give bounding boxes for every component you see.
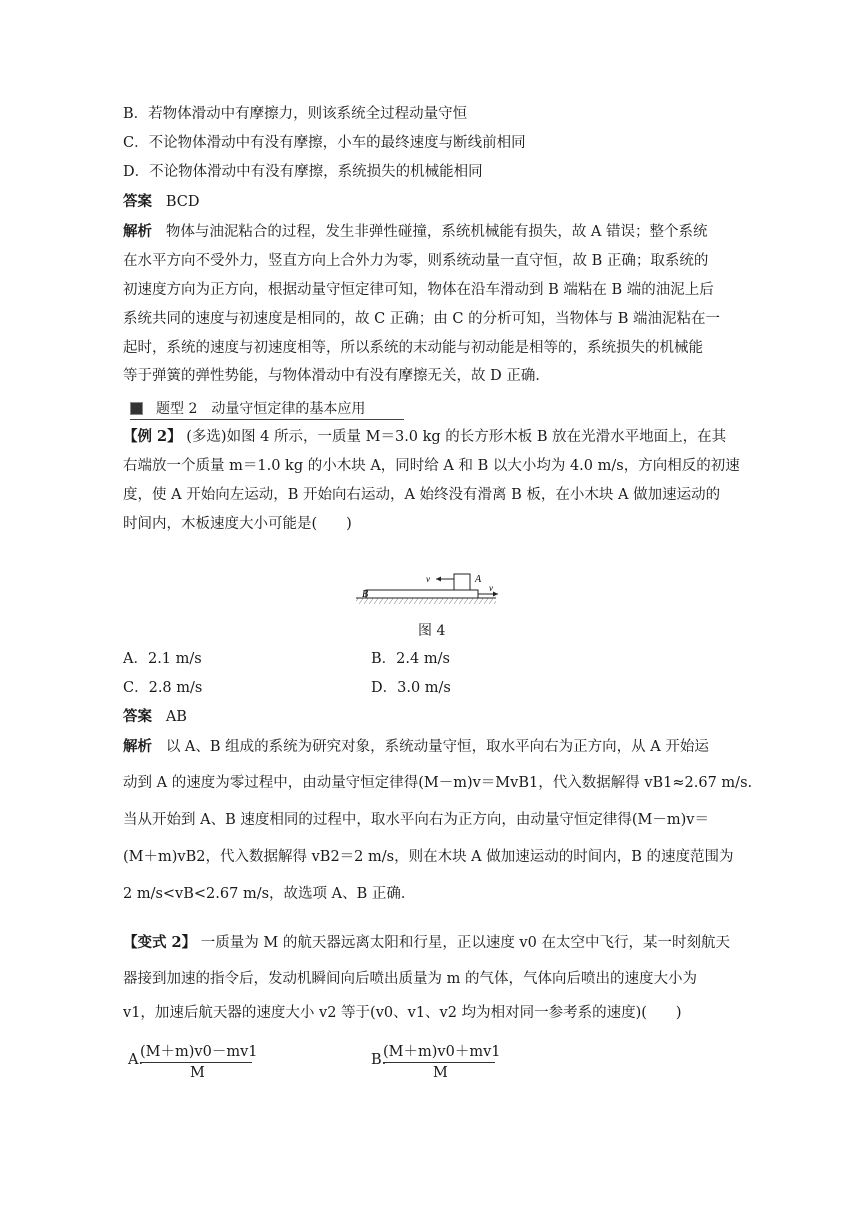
variant-2-line-1 [123,933,730,953]
fraction-b-denominator: M [433,1065,448,1081]
analysis-label: 解析 [123,738,152,755]
label-v-left: v [426,574,430,584]
fraction-b-label: B. [371,1052,387,1068]
example-text: (多选)如图 4 所示，一质量 M＝3.0 kg 的长方形木板 B 放在光滑水平地面上，在其 [186,429,727,445]
analysis-1-line-4: 系统共同的速度与初速度是相同的，故 C 正确；由 C 的分析可知，当物体与 B 端油泥粘在一 [123,311,720,327]
square-bullet-icon [130,402,143,415]
example-tag: 【例 2】 [123,428,182,445]
figure-4-diagram [354,568,504,606]
label-b: B [362,589,369,600]
board-b [366,590,478,598]
example-2-line-1 [123,427,726,447]
example-2-line-3: 度，使 A 开始向左运动，B 开始向右运动，A 始终没有滑离 B 板，在小木块 A 做加速运动的 [123,487,721,503]
option-d: D．不论物体滑动中有没有摩擦，系统损失的机械能相同 [123,164,483,180]
arrow-right-head [493,592,498,597]
analysis-2-line-5: 2 m/s<vB<2.67 m/s，故选项 A、B 正确． [123,886,416,902]
option-b: B．若物体滑动中有摩擦力，则该系统全过程动量守恒 [123,106,468,122]
fraction-a-denominator: M [190,1065,205,1081]
choice-c: C．2.8 m/s [123,680,203,696]
ground-hatch [356,598,496,604]
analysis-text: 物体与油泥粘合的过程，发生非弹性碰撞，系统机械能有损失，故 A 错误；整个系统 [165,224,708,240]
analysis-1-line-2: 在水平方向不受外力，竖直方向上合外力为零，则系统动量一直守恒，故 B 正确；取系统的 [123,253,709,269]
analysis-1-line-1 [123,222,708,242]
fraction-a-label: A. [128,1052,144,1068]
figure-caption: 图 4 [418,623,446,639]
example-2-line-4: 时间内，木板速度大小可能是( ) [123,516,352,532]
section-heading-text: 题型 2 动量守恒定律的基本应用 [156,401,366,417]
analysis-1-line-3: 初速度方向为正方向，根据动量守恒定律可知，物体在沿车滑动到 B 端粘在 B 端的油泥上后 [123,282,714,298]
choice-b: B．2.4 m/s [371,651,450,667]
example-2-line-2: 右端放一个质量 m＝1.0 kg 的小木块 A，同时给 A 和 B 以大小均为 4.0 m/s，方向相反的初速 [123,458,740,474]
label-a: A [475,574,482,585]
section-heading [130,397,404,420]
analysis-2-line-1 [123,737,709,757]
analysis-text: 以 A、B 组成的系统为研究对象，系统动量守恒，取水平向右为正方向，从 A 开始运 [165,739,709,755]
block-a [454,574,470,590]
answer-label: 答案 [123,708,152,725]
fraction-b-bar [383,1062,495,1063]
fraction-a-numerator: (M＋m)v0－mv1 [140,1044,258,1060]
variant-2-line-2: 器接到加速的指令后，发动机瞬间向后喷出质量为 m 的气体，气体向后喷出的速度大小为 [123,971,697,987]
variant-2-line-3: v1，加速后航天器的速度大小 v2 等于(v0、v1、v2 均为相对同一参考系的速度)( ) [123,1005,682,1021]
variant-tag: 【变式 2】 [123,934,197,951]
analysis-2-line-2: 动到 A 的速度为零过程中，由动量守恒定律得(M－m)v＝MvB1，代入数据解得 vB1≈2.67 m/s. [123,775,753,791]
choice-d: D．3.0 m/s [371,680,451,696]
answer-1 [123,192,199,212]
fraction-option-a [128,1040,258,1086]
label-v-right: v [489,583,493,593]
answer-2 [123,707,187,727]
variant-text: 一质量为 M 的航天器远离太阳和行星，正以速度 v0 在太空中飞行，某一时刻航天 [200,935,730,951]
fraction-option-b [371,1040,501,1086]
answer-value: AB [165,709,187,725]
analysis-label: 解析 [123,223,152,240]
choice-a: A．2.1 m/s [123,651,202,667]
analysis-1-line-6: 等于弹簧的弹性势能，与物体滑动中有没有摩擦无关，故 D 正确． [123,368,550,384]
arrow-left-head [436,577,441,582]
answer-value: BCD [165,194,200,210]
fraction-b-numerator: (M＋m)v0＋mv1 [383,1044,501,1060]
fraction-a-bar [140,1062,252,1063]
option-c: C．不论物体滑动中有没有摩擦，小车的最终速度与断线前相同 [123,135,526,151]
analysis-2-line-4: (M＋m)vB2，代入数据解得 vB2＝2 m/s，则在木块 A 做加速运动的时间内，B 的速度范围为 [123,849,734,865]
answer-label: 答案 [123,193,152,210]
analysis-1-line-5: 起时，系统的速度与初速度相等，所以系统的末动能与初动能是相等的，系统损失的机械能 [123,340,703,356]
analysis-2-line-3: 当从开始到 A、B 速度相同的过程中，取水平向右为正方向，由动量守恒定律得(M－m)v＝ [123,812,709,828]
